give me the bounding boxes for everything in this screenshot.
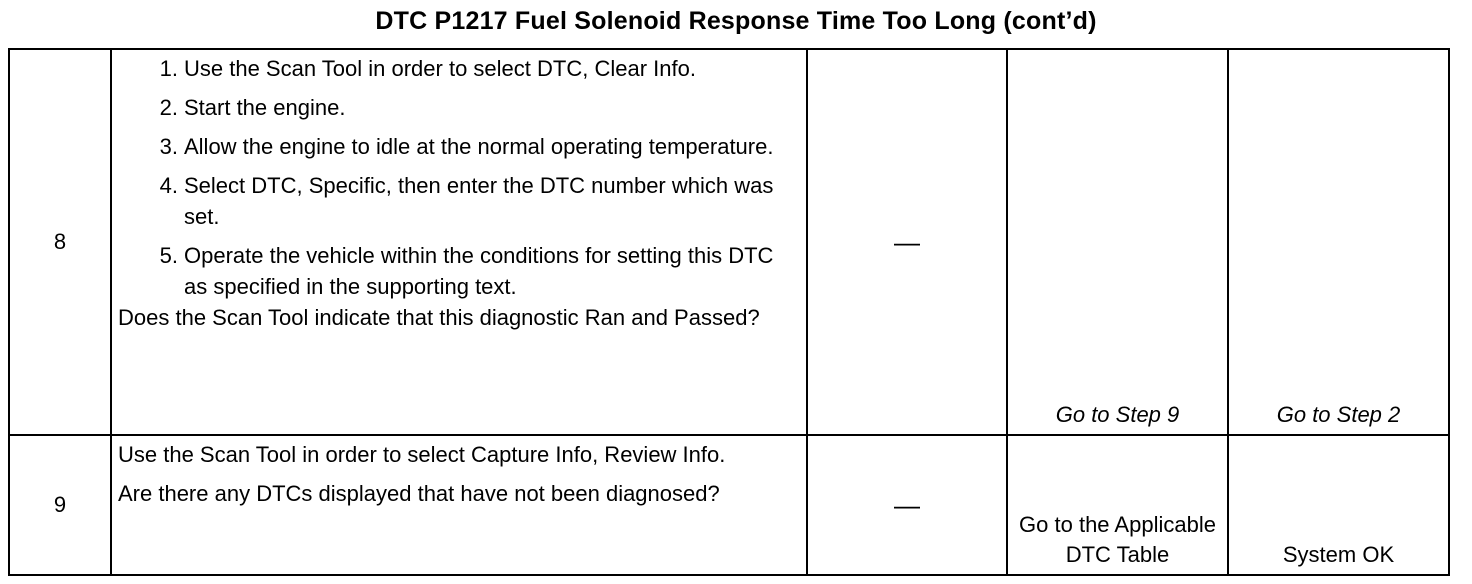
action-step-number: 5. [159,243,178,268]
action-text: Use the Scan Tool in order to select Capture Info, Review Info. [118,442,726,467]
step-number: 9 [9,435,111,575]
yes-action: Go to Step 9 [1007,49,1228,435]
action-steps-list [118,53,800,302]
yes-action: Go to the Applicable DTC Table [1007,435,1228,575]
step-number: 8 [9,49,111,435]
no-action: System OK [1228,435,1449,575]
action-step-number: 4. [159,173,178,198]
action-step-text: Operate the vehicle within the conditions for setting this DTC as specified in the supporting text. [184,243,774,299]
action-cell [111,435,807,575]
action-question: Are there any DTCs displayed that have not been diagnosed? [118,481,720,506]
action-step-text: Use the Scan Tool in order to select DTC, Clear Info. [184,56,696,81]
table-row-step-9 [9,435,1449,575]
action-step [118,131,800,162]
value-cell: — [807,49,1007,435]
action-step-text: Select DTC, Specific, then enter the DTC number which was set. [184,173,774,229]
action-step-text: Start the engine. [184,95,346,120]
action-cell [111,49,807,435]
value-cell: — [807,435,1007,575]
action-question: Does the Scan Tool indicate that this diagnostic Ran and Passed? [118,305,760,330]
action-step [118,170,800,232]
action-step [118,240,800,302]
action-step-number: 3. [159,134,178,159]
no-action: Go to Step 2 [1228,49,1449,435]
action-step-text: Allow the engine to idle at the normal operating temperature. [184,134,774,159]
table-row-step-8 [9,49,1449,435]
action-step-number: 2. [159,95,178,120]
action-step-number: 1. [159,56,178,81]
page-title: DTC P1217 Fuel Solenoid Response Time Too Long (cont’d) [375,7,1097,35]
diagnostic-table [8,48,1450,576]
action-step [118,53,800,84]
action-step [118,92,800,123]
